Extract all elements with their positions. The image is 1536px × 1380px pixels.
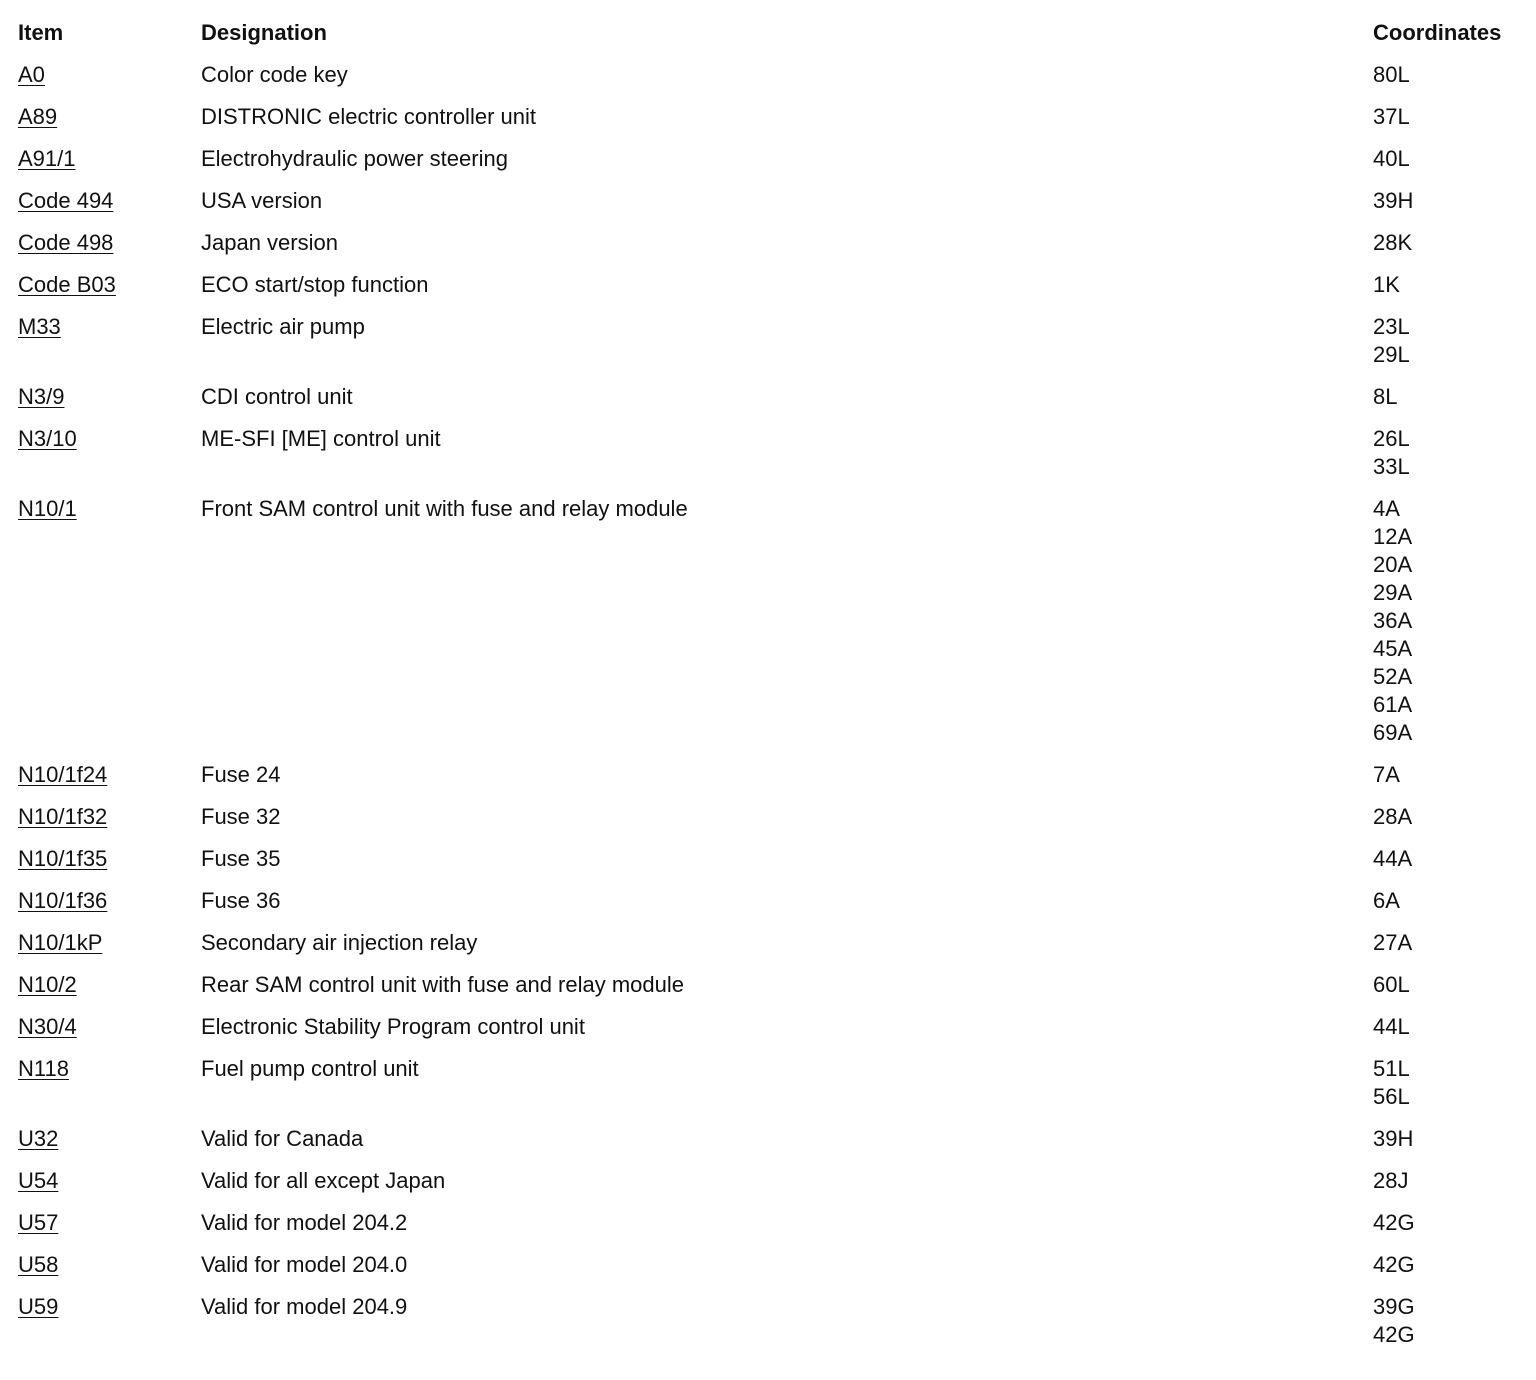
item-link[interactable]: U59 (18, 1294, 59, 1319)
item-link[interactable]: A0 (18, 62, 45, 87)
designation-cell: Valid for model 204.9 (201, 1294, 408, 1319)
coordinates-cell (1373, 971, 1528, 999)
item-link[interactable]: N118 (18, 1056, 69, 1081)
designation-cell: Color code key (201, 62, 348, 87)
coordinate-value: 20A (1373, 552, 1413, 577)
item-link[interactable]: Code 498 (18, 230, 114, 255)
coordinate-value: 39G (1373, 1294, 1415, 1319)
item-cell (18, 1125, 201, 1153)
designation-cell: Electric air pump (201, 314, 365, 339)
coordinates-cell (1373, 929, 1528, 957)
designation-cell: Fuse 24 (201, 762, 281, 787)
coordinate-value: 12A (1373, 524, 1413, 549)
item-cell (18, 61, 201, 89)
item-cell (18, 1167, 201, 1195)
item-cell (18, 495, 201, 523)
item-cell (18, 271, 201, 299)
coordinates-cell (1373, 887, 1528, 915)
item-link[interactable]: N3/9 (18, 384, 65, 409)
item-link[interactable]: A91/1 (18, 146, 76, 171)
table-body (18, 54, 1528, 1356)
coordinate-value: 45A (1373, 636, 1413, 661)
table-row (18, 138, 1528, 180)
table-row (18, 754, 1528, 796)
table-row (18, 964, 1528, 1006)
coordinates-cell (1373, 845, 1528, 873)
coordinates-cell (1373, 103, 1528, 131)
coordinates-cell (1373, 803, 1528, 831)
item-link[interactable]: Code 494 (18, 188, 114, 213)
coordinates-cell (1373, 61, 1528, 89)
designation-cell: ME-SFI [ME] control unit (201, 426, 441, 451)
coordinate-value: 28K (1373, 230, 1413, 255)
item-link[interactable]: U57 (18, 1210, 59, 1235)
item-cell (18, 803, 201, 831)
item-link[interactable]: N30/4 (18, 1014, 77, 1039)
table-row (18, 1118, 1528, 1160)
item-link[interactable]: N3/10 (18, 426, 77, 451)
coordinate-value: 28J (1373, 1168, 1409, 1193)
table-row (18, 1202, 1528, 1244)
coordinates-cell (1373, 313, 1528, 369)
item-cell (18, 1055, 201, 1083)
designation-cell: USA version (201, 188, 323, 213)
item-cell (18, 1013, 201, 1041)
item-cell (18, 929, 201, 957)
designation-cell: Japan version (201, 230, 338, 255)
item-cell (18, 187, 201, 215)
item-link[interactable]: U58 (18, 1252, 59, 1277)
item-cell (18, 761, 201, 789)
table-row (18, 418, 1528, 488)
designation-cell: Electronic Stability Program control unit (201, 1014, 585, 1039)
item-cell (18, 145, 201, 173)
designation-cell: DISTRONIC electric controller unit (201, 104, 536, 129)
designation-cell: Valid for model 204.0 (201, 1252, 408, 1277)
item-cell (18, 1251, 201, 1279)
coordinate-value: 6A (1373, 888, 1400, 913)
item-cell (18, 313, 201, 341)
table-row (18, 880, 1528, 922)
table-row (18, 222, 1528, 264)
item-link[interactable]: U54 (18, 1168, 59, 1193)
coordinates-cell (1373, 271, 1528, 299)
table-row (18, 922, 1528, 964)
designation-cell: Valid for all except Japan (201, 1168, 446, 1193)
coordinate-value: 52A (1373, 664, 1413, 689)
table-header (18, 14, 1528, 54)
header-item: Item (18, 20, 64, 45)
coordinate-value: 56L (1373, 1084, 1410, 1109)
legend-table (18, 14, 1528, 1356)
header-coordinates: Coordinates (1373, 20, 1502, 45)
designation-cell: Valid for model 204.2 (201, 1210, 408, 1235)
coordinate-value: 37L (1373, 104, 1410, 129)
designation-cell: Secondary air injection relay (201, 930, 478, 955)
item-link[interactable]: N10/1f36 (18, 888, 108, 913)
coordinates-cell (1373, 1209, 1528, 1237)
item-link[interactable]: N10/1kP (18, 930, 103, 955)
item-link[interactable]: M33 (18, 314, 61, 339)
coordinates-cell (1373, 1251, 1528, 1279)
item-link[interactable]: Code B03 (18, 272, 116, 297)
table-row (18, 1160, 1528, 1202)
coordinate-value: 39H (1373, 188, 1414, 213)
coordinates-cell (1373, 495, 1528, 747)
designation-cell: Fuel pump control unit (201, 1056, 419, 1081)
item-link[interactable]: N10/2 (18, 972, 77, 997)
table-row (18, 488, 1528, 754)
designation-cell: CDI control unit (201, 384, 353, 409)
item-cell (18, 383, 201, 411)
coordinate-value: 51L (1373, 1056, 1410, 1081)
coordinate-value: 28A (1373, 804, 1413, 829)
coordinate-value: 29L (1373, 342, 1410, 367)
table-row (18, 180, 1528, 222)
table-row (18, 54, 1528, 96)
coordinate-value: 44A (1373, 846, 1413, 871)
coordinate-value: 23L (1373, 314, 1410, 339)
table-row (18, 838, 1528, 880)
table-row (18, 1006, 1528, 1048)
designation-cell: Electrohydraulic power steering (201, 146, 508, 171)
coordinates-cell (1373, 761, 1528, 789)
coordinates-cell (1373, 425, 1528, 481)
table-row (18, 306, 1528, 376)
item-cell (18, 1209, 201, 1237)
coordinate-value: 8L (1373, 384, 1398, 409)
coordinate-value: 42G (1373, 1210, 1415, 1235)
table-row (18, 1244, 1528, 1286)
coordinates-cell (1373, 383, 1528, 411)
coordinate-value: 29A (1373, 580, 1413, 605)
designation-cell: Fuse 35 (201, 846, 281, 871)
item-link[interactable]: N10/1 (18, 496, 77, 521)
coordinates-cell (1373, 1167, 1528, 1195)
coordinate-value: 61A (1373, 692, 1413, 717)
item-cell (18, 229, 201, 257)
coordinates-cell (1373, 187, 1528, 215)
table-row (18, 1048, 1528, 1118)
coordinates-cell (1373, 145, 1528, 173)
coordinate-value: 80L (1373, 62, 1410, 87)
designation-cell: Front SAM control unit with fuse and relay module (201, 496, 688, 521)
item-link[interactable]: U32 (18, 1126, 59, 1151)
designation-cell: Rear SAM control unit with fuse and relay module (201, 972, 685, 997)
coordinate-value: 27A (1373, 930, 1413, 955)
coordinate-value: 36A (1373, 608, 1413, 633)
coordinate-value: 60L (1373, 972, 1410, 997)
item-cell (18, 1293, 201, 1321)
coordinate-value: 33L (1373, 454, 1410, 479)
coordinate-value: 39H (1373, 1126, 1414, 1151)
coordinates-cell (1373, 1293, 1528, 1349)
coordinates-cell (1373, 1013, 1528, 1041)
table-row (18, 376, 1528, 418)
designation-cell: Valid for Canada (201, 1126, 364, 1151)
coordinate-value: 4A (1373, 496, 1400, 521)
coordinates-cell (1373, 1055, 1528, 1111)
designation-cell: Fuse 32 (201, 804, 281, 829)
designation-cell: Fuse 36 (201, 888, 281, 913)
coordinate-value: 42G (1373, 1322, 1415, 1347)
item-cell (18, 887, 201, 915)
item-link[interactable]: N10/1f24 (18, 762, 108, 787)
coordinate-value: 1K (1373, 272, 1400, 297)
item-link[interactable]: A89 (18, 104, 58, 129)
coordinate-value: 69A (1373, 720, 1413, 745)
table-row (18, 1286, 1528, 1356)
coordinates-cell (1373, 1125, 1528, 1153)
coordinates-cell (1373, 229, 1528, 257)
table-row (18, 264, 1528, 306)
table-row (18, 96, 1528, 138)
coordinate-value: 44L (1373, 1014, 1410, 1039)
coordinate-value: 26L (1373, 426, 1410, 451)
item-cell (18, 971, 201, 999)
coordinate-value: 42G (1373, 1252, 1415, 1277)
coordinate-value: 7A (1373, 762, 1400, 787)
item-cell (18, 845, 201, 873)
item-link[interactable]: N10/1f35 (18, 846, 108, 871)
designation-cell: ECO start/stop function (201, 272, 429, 297)
coordinate-value: 40L (1373, 146, 1410, 171)
item-cell (18, 425, 201, 453)
table-row (18, 796, 1528, 838)
item-link[interactable]: N10/1f32 (18, 804, 108, 829)
header-designation: Designation (201, 20, 327, 45)
item-cell (18, 103, 201, 131)
